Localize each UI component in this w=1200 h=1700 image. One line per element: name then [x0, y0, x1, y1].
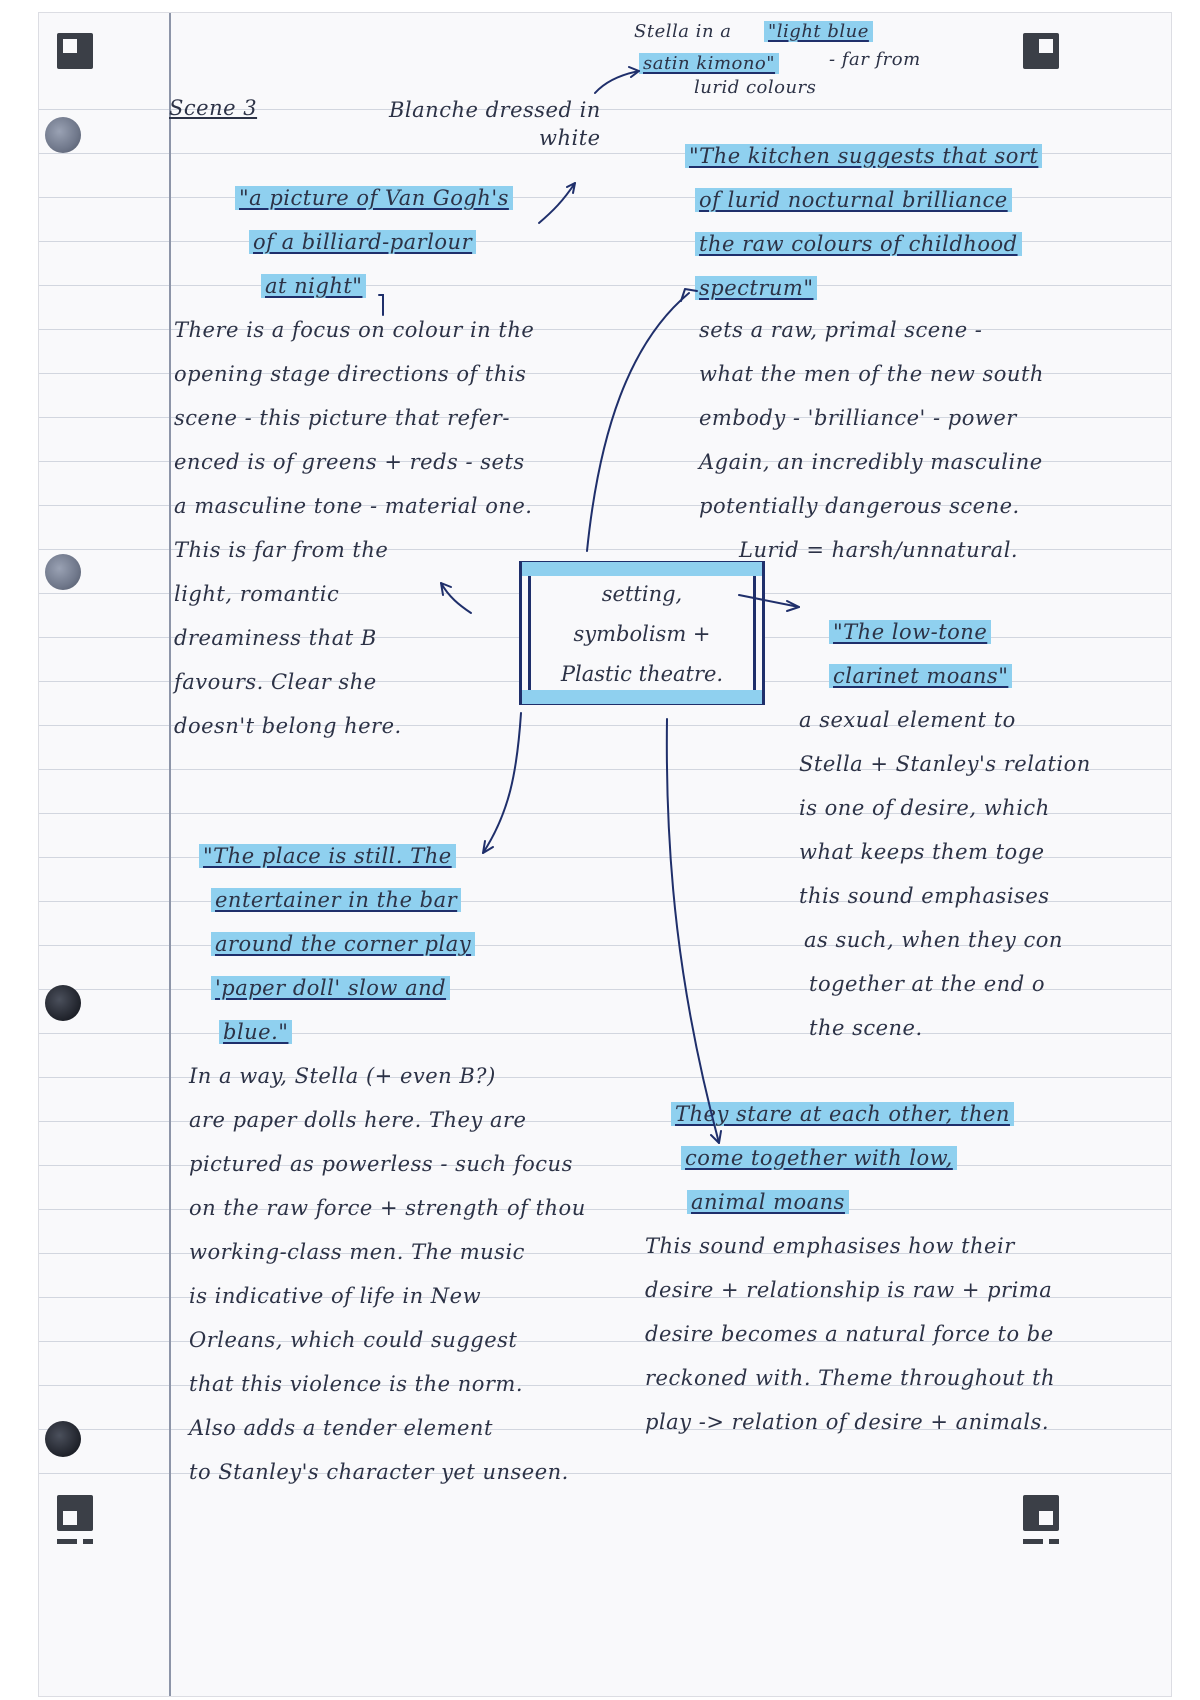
mind-map-arrows [39, 13, 1171, 1696]
arrow-to-stella [595, 71, 639, 93]
note-line: This is far from the [174, 538, 389, 562]
central-topic-line: symbolism + [573, 622, 711, 646]
note-line: a sexual element to [799, 708, 1016, 732]
note-line: what the men of the new south [699, 362, 1044, 386]
note-line: together at the end o [809, 972, 1045, 996]
note-line: There is a focus on colour in the [174, 318, 535, 342]
note-line: scene - this picture that refer- [174, 406, 510, 430]
quote-line: spectrum" [695, 276, 817, 300]
arrow-head [483, 841, 493, 853]
stella-note-quote: "light blue [764, 21, 873, 42]
note-line: desire becomes a natural force to be [645, 1322, 1054, 1346]
note-line: the scene. [809, 1016, 923, 1040]
note-line: reckoned with. Theme throughout th [645, 1366, 1056, 1390]
quote-line: of lurid nocturnal brilliance [695, 188, 1012, 212]
note-line: This sound emphasises how their [645, 1234, 1015, 1258]
central-topic-line: setting, [601, 582, 683, 606]
note-line: light, romantic [174, 582, 340, 606]
note-line: this sound emphasises [799, 884, 1050, 908]
arrow-to-left [441, 583, 471, 613]
quote-line: entertainer in the bar [211, 888, 461, 912]
quote-line: the raw colours of childhood [695, 232, 1022, 256]
note-line: enced is of greens + reds - sets [174, 450, 525, 474]
note-line: dreaminess that B [174, 626, 377, 650]
note-line: working-class men. The music [189, 1240, 525, 1264]
quote-line: "The place is still. The [199, 844, 456, 868]
note-line: what keeps them toge [799, 840, 1045, 864]
arrow-to-bottom-right [667, 719, 719, 1143]
arrow-to-blanche [539, 183, 575, 223]
blanche-note-line: Blanche dressed in [389, 98, 601, 122]
note-line: Lurid = harsh/unnatural. [739, 538, 1019, 562]
note-line: favours. Clear she [174, 670, 377, 694]
note-line: In a way, Stella (+ even B?) [189, 1064, 496, 1088]
note-line: pictured as powerless - such focus [189, 1152, 573, 1176]
note-line: that this violence is the norm. [189, 1372, 524, 1396]
scene-title: Scene 3 [169, 96, 258, 120]
stella-note-quote: satin kimono" [639, 53, 779, 74]
note-line: Also adds a tender element [189, 1416, 493, 1440]
note-line: potentially dangerous scene. [699, 494, 1020, 518]
quote-line: clarinet moans" [829, 664, 1012, 688]
note-line: desire + relationship is raw + prima [645, 1278, 1053, 1302]
notebook-page [38, 12, 1172, 1697]
arrow-to-bottom-left [483, 713, 521, 853]
quote-line: They stare at each other, then [671, 1102, 1014, 1126]
quote-line: of a billiard-parlour [249, 230, 476, 254]
stella-note-line: lurid colours [694, 77, 817, 98]
note-line: opening stage directions of this [174, 362, 527, 386]
quote-line: blue." [219, 1020, 292, 1044]
stella-note-line: Stella in a [634, 21, 732, 42]
note-line: embody - 'brilliance' - power [699, 406, 1017, 430]
note-line: as such, when they con [804, 928, 1063, 952]
quote-line: "The kitchen suggests that sort [685, 144, 1042, 168]
quote-line: 'paper doll' slow and [211, 976, 450, 1000]
note-line: on the raw force + strength of thou [189, 1196, 586, 1220]
bracket-mark [379, 295, 383, 315]
note-line: is one of desire, which [799, 796, 1050, 820]
note-line: is indicative of life in New [189, 1284, 482, 1308]
arrow-to-top-right [587, 293, 689, 551]
note-line: doesn't belong here. [174, 714, 402, 738]
blanche-note-line: white [539, 126, 601, 150]
stella-note-line: - far from [829, 49, 921, 70]
note-line: to Stanley's character yet unseen. [189, 1460, 569, 1484]
quote-line: "a picture of Van Gogh's [235, 186, 513, 210]
quote-line: around the corner play [211, 932, 475, 956]
note-line: play -> relation of desire + animals. [645, 1410, 1050, 1434]
arrow-to-right [739, 595, 799, 607]
note-line: Orleans, which could suggest [189, 1328, 518, 1352]
quote-line: at night" [261, 274, 366, 298]
quote-line: come together with low, [681, 1146, 957, 1170]
central-topic-line: Plastic theatre. [560, 662, 724, 686]
note-line: Again, an incredibly masculine [699, 450, 1043, 474]
quote-line: "The low-tone [829, 620, 991, 644]
note-line: Stella + Stanley's relation [799, 752, 1091, 776]
note-line: are paper dolls here. They are [189, 1108, 527, 1132]
note-line: a masculine tone - material one. [174, 494, 533, 518]
quote-line: animal moans [687, 1190, 849, 1214]
note-line: sets a raw, primal scene - [699, 318, 983, 342]
